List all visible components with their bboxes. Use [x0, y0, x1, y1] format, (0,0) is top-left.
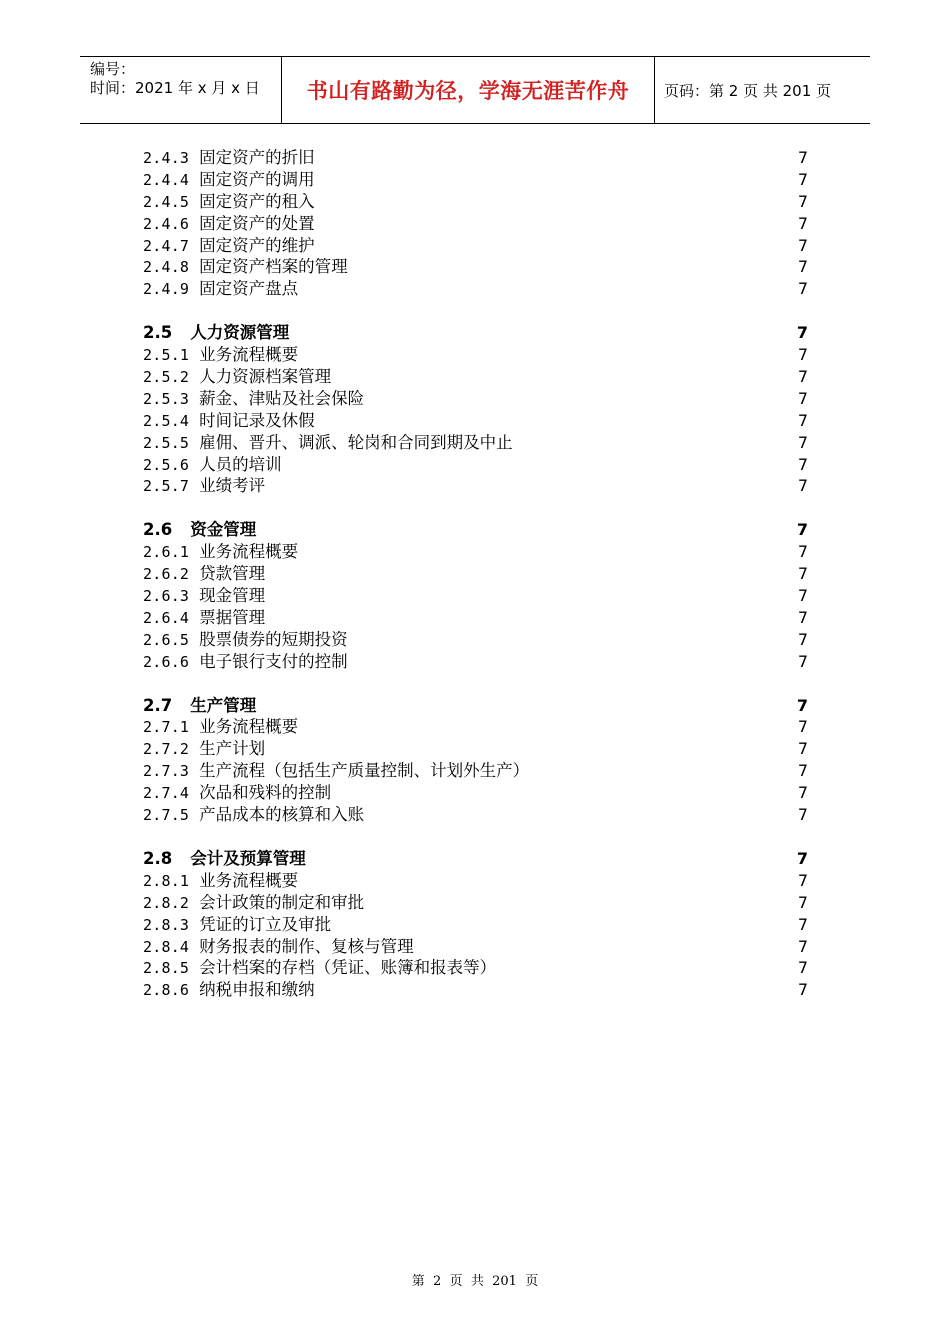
toc-entry-page-number: 7: [797, 564, 808, 584]
toc-entry[interactable]: [143, 563, 808, 585]
toc-entry[interactable]: [143, 738, 808, 760]
toc-section-heading[interactable]: [143, 695, 808, 717]
toc-entry-title: 生产管理: [190, 695, 257, 715]
toc-entry-title: 纳税申报和缴纳: [199, 980, 315, 1000]
toc-entry-page-number: 7: [797, 629, 808, 649]
page-header: [80, 56, 870, 124]
toc-entry-number: 2.4.4: [143, 170, 190, 189]
toc-entry[interactable]: [143, 191, 808, 213]
toc-entry[interactable]: [143, 629, 808, 651]
toc-entry-number: 2.4.9: [143, 280, 190, 299]
toc-entry-number: 2.7.1: [143, 718, 190, 737]
toc-entry[interactable]: [143, 541, 808, 563]
header-meta-cell: [80, 57, 282, 123]
toc-entry-number: 2.8.6: [143, 981, 190, 1000]
toc-entry-number: 2.6: [143, 520, 173, 540]
toc-entry-title: 产品成本的核算和入账: [199, 805, 365, 825]
document-number-label: 编号：: [90, 60, 136, 78]
toc-entry-title: 财务报表的制作、复核与管理: [199, 936, 414, 956]
toc-entry-page-number: 7: [797, 169, 808, 189]
document-date-label: 时间：2021 年 x 月 x 日: [90, 79, 260, 97]
toc-entry[interactable]: [143, 716, 808, 738]
toc-entry-page-number: 7: [797, 739, 808, 759]
toc-entry-page-number: 7: [797, 279, 808, 299]
toc-entry[interactable]: [143, 782, 808, 804]
header-motto: 书山有路勤为径，学海无涯苦作舟: [282, 57, 655, 123]
toc-entry[interactable]: [143, 278, 808, 300]
toc-entry-page-number: 7: [796, 520, 808, 540]
toc-entry-title: 现金管理: [199, 586, 266, 606]
toc-entry-number: 2.6.5: [143, 630, 190, 649]
toc-entry[interactable]: [143, 235, 808, 257]
toc-entry-number: 2.7.4: [143, 784, 190, 803]
toc-entry-title: 业务流程概要: [199, 345, 299, 365]
toc-entry-page-number: 7: [797, 607, 808, 627]
toc-entry-number: 2.5.7: [143, 477, 190, 496]
toc-entry-title: 薪金、津贴及社会保险: [199, 388, 365, 408]
toc-entry-page-number: 7: [797, 761, 808, 781]
toc-entry-number: 2.8.5: [143, 959, 190, 978]
toc-entry-number: 2.5.2: [143, 368, 190, 387]
toc-section-heading[interactable]: [143, 519, 808, 541]
toc-entry[interactable]: [143, 957, 808, 979]
toc-entry[interactable]: [143, 410, 808, 432]
toc-entry-title: 贷款管理: [199, 564, 266, 584]
toc-entry[interactable]: [143, 979, 808, 1001]
toc-entry-title: 次品和残料的控制: [199, 783, 332, 803]
toc-entry[interactable]: [143, 607, 808, 629]
toc-entry-title: 人力资源档案管理: [199, 367, 332, 387]
toc-entry-number: 2.5.3: [143, 389, 190, 408]
toc-entry-page-number: 7: [797, 345, 808, 365]
toc-entry-page-number: 7: [797, 914, 808, 934]
toc-entry[interactable]: [143, 804, 808, 826]
toc-entry-number: 2.4.3: [143, 149, 190, 167]
toc-entry-number: 2.8: [143, 848, 173, 868]
toc-entry-number: 2.4.5: [143, 192, 190, 211]
toc-entry-number: 2.7.3: [143, 762, 190, 781]
toc-entry-page-number: 7: [797, 651, 808, 671]
toc-entry-number: 2.8.1: [143, 871, 190, 890]
toc-entry-page-number: 7: [797, 235, 808, 255]
toc-entry-title: 业务流程概要: [199, 542, 299, 562]
toc-entry-page-number: 7: [797, 586, 808, 606]
toc-entry-page-number: 7: [797, 367, 808, 387]
toc-entry-page-number: 7: [797, 213, 808, 233]
toc-entry-page-number: 7: [797, 432, 808, 452]
toc-entry-number: 2.6.2: [143, 565, 190, 584]
toc-entry-page-number: 7: [797, 805, 808, 825]
toc-entry[interactable]: [143, 366, 808, 388]
toc-entry-page-number: 7: [797, 980, 808, 1000]
toc-entry-number: 2.6.3: [143, 587, 190, 606]
toc-entry-title: 股票债券的短期投资: [199, 629, 348, 649]
toc-entry-page-number: 7: [796, 695, 808, 715]
toc-entry-number: 2.7.5: [143, 806, 190, 825]
toc-entry[interactable]: [143, 388, 808, 410]
toc-entry-page-number: 7: [797, 717, 808, 737]
toc-entry-number: 2.5.1: [143, 346, 190, 365]
toc-entry-number: 2.4.7: [143, 236, 190, 255]
toc-entry[interactable]: [143, 870, 808, 892]
toc-entry[interactable]: [143, 892, 808, 914]
toc-entry-number: 2.5.5: [143, 433, 190, 452]
toc-entry-title: 业务流程概要: [199, 870, 299, 890]
toc-entry-number: 2.6.6: [143, 652, 190, 671]
toc-entry-page-number: 7: [797, 870, 808, 890]
toc-entry-number: 2.5.4: [143, 411, 190, 430]
toc-entry-page-number: 7: [797, 257, 808, 277]
toc-entry-title: 固定资产档案的管理: [199, 257, 348, 277]
toc-entry-number: 2.4.6: [143, 214, 190, 233]
toc-entry[interactable]: [143, 914, 808, 936]
toc-entry-number: 2.5: [143, 323, 173, 343]
toc-entry-title: 会计政策的制定和审批: [199, 892, 365, 912]
toc-entry-title: 生产流程（包括生产质量控制、计划外生产）: [199, 761, 530, 781]
toc-entry[interactable]: [143, 454, 808, 476]
toc-entry-page-number: 7: [797, 783, 808, 803]
toc-entry-title: 电子银行支付的控制: [199, 651, 348, 671]
toc-entry-title: 固定资产的处置: [199, 213, 315, 233]
toc-entry-title: 票据管理: [199, 607, 266, 627]
toc-section-heading[interactable]: [143, 322, 808, 344]
toc-entry-number: 2.4.8: [143, 258, 190, 277]
toc-entry-page-number: 7: [797, 191, 808, 211]
toc-entry-page-number: 7: [797, 388, 808, 408]
header-page-info: 页码：第 2 页 共 201 页: [664, 81, 832, 100]
toc-entry-number: 2.7.2: [143, 740, 190, 759]
toc-entry-page-number: 7: [797, 410, 808, 430]
toc-entry-page-number: 7: [797, 454, 808, 474]
toc-entry-number: 2.7: [143, 695, 173, 715]
toc-entry-title: 业务流程概要: [199, 717, 299, 737]
toc-entry-title: 固定资产的租入: [199, 191, 315, 211]
toc-entry[interactable]: [143, 585, 808, 607]
toc-entry[interactable]: [143, 475, 808, 497]
toc-entry-number: 2.8.4: [143, 937, 190, 956]
toc-entry-title: 人员的培训: [199, 454, 282, 474]
toc-entry-page-number: 7: [797, 476, 808, 496]
table-of-contents: [143, 147, 808, 1001]
toc-section-heading[interactable]: [143, 848, 808, 870]
toc-entry-page-number: 7: [797, 892, 808, 912]
toc-entry-title: 会计及预算管理: [190, 848, 306, 868]
toc-entry[interactable]: [143, 256, 808, 278]
toc-entry-title: 时间记录及休假: [199, 410, 315, 430]
toc-entry-title: 雇佣、晋升、调派、轮岗和合同到期及中止: [199, 432, 513, 452]
toc-entry-number: 2.8.3: [143, 915, 190, 934]
toc-entry-page-number: 7: [797, 958, 808, 978]
toc-entry-title: 会计档案的存档（凭证、账簿和报表等）: [199, 958, 497, 978]
toc-entry[interactable]: [143, 651, 808, 673]
toc-entry-title: 固定资产的调用: [199, 169, 315, 189]
toc-entry-page-number: 7: [796, 323, 808, 343]
toc-entry-title: 人力资源管理: [190, 323, 290, 343]
toc-entry-number: 2.6.4: [143, 608, 190, 627]
toc-entry-title: 固定资产盘点: [199, 279, 299, 299]
toc-entry-page-number: 7: [797, 542, 808, 562]
toc-entry[interactable]: [143, 936, 808, 958]
page-footer: 第 2 页 共 201 页: [411, 1274, 539, 1289]
toc-entry-title: 固定资产的维护: [199, 235, 315, 255]
toc-entry-number: 2.8.2: [143, 893, 190, 912]
toc-entry-number: 2.6.1: [143, 543, 190, 562]
toc-entry-title: 生产计划: [199, 739, 266, 759]
toc-entry[interactable]: [143, 213, 808, 235]
toc-entry-page-number: 7: [796, 848, 808, 868]
toc-entry-page-number: 7: [797, 936, 808, 956]
toc-entry-page-number: 7: [797, 148, 808, 167]
toc-entry-number: 2.5.6: [143, 455, 190, 474]
toc-entry-title: 业绩考评: [199, 476, 266, 496]
toc-entry-title: 凭证的订立及审批: [199, 914, 332, 934]
toc-entry[interactable]: [143, 147, 808, 169]
toc-entry[interactable]: [143, 169, 808, 191]
toc-entry-title: 资金管理: [190, 520, 257, 540]
toc-entry[interactable]: [143, 432, 808, 454]
toc-entry[interactable]: [143, 344, 808, 366]
toc-entry-title: 固定资产的折旧: [199, 148, 315, 167]
toc-entry[interactable]: [143, 760, 808, 782]
